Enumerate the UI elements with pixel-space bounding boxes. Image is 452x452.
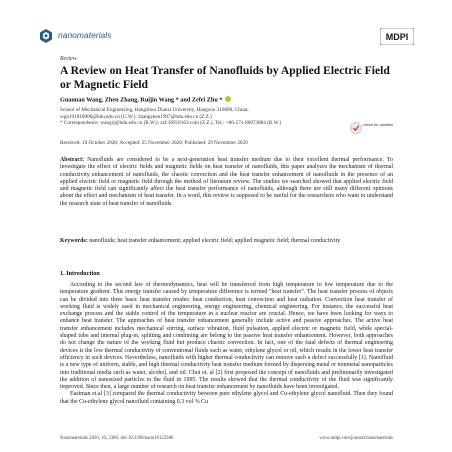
author-list [60, 96, 232, 104]
affiliation-block [60, 107, 360, 127]
keywords-text: nanofluids; heat transfer enhancement; applied electric field; applied magnetic field; thermal conductivity [89, 238, 341, 244]
article-title: A Review on Heat Transfer of Nanofluids by Applied Electric Field or Magnetic Field [60, 64, 390, 91]
journal-name: nanomaterials [58, 30, 112, 40]
abstract [60, 157, 393, 208]
publication-dates: Received: 19 October 2020; Accepted: 25 November 2020; Published: 29 November 2020 [60, 140, 248, 146]
mdpi-logo-icon [380, 28, 414, 45]
authors-text: Guannan Wang, Zhen Zhang, Ruijin Wang * and Zefei Zhu * [60, 96, 223, 104]
page-footer [60, 436, 393, 444]
updates-label[interactable]: check for updates [363, 123, 393, 127]
introduction-body [60, 282, 393, 406]
paragraph: Eastman et.al [3] compared the thermal conductivity between pure ethylene glycol and Cu-ethylene glycol nanofluid. Then they found that the Cu-ethylene glycol nanofluid containing 0.3 vol % Cu [60, 391, 393, 405]
footer-website-link[interactable]: www.mdpi.com/journal/nanomaterials [319, 436, 393, 441]
paragraph: According to the second law of thermodynamics, heat will be transferred from high temperature to low temperature due to the temperature gradient. This energy transfer caused by temperature difference is termed "heat transfer". The heat transfer process of objects can be divided into three basic heat transfer modes: heat conduction, heat convection and heat radiation. Convection heat transfer of working fluid is widely used in mechanical engineering, energy engineering, chemical engineering. For instance, the successful heat exchange process and the stable control of the temperature in a nuclear reactor are crucial. Hence, we have been looking for ways to enhance heat transfer. The approaches of heat transfer enhancement generally include active and passive approaches. The active heat transfer enhancement includes mechanical stirring, surface vibration, fluid pulsation, applied electric or magnetic field, while special-shaped tube and internal plug-in, splitting and combining are belong to the passive heat transfer enhancement. However, both approaches do not change the nature of the working fluid but produce chaotic convection. In fact, one of the fatal defects of thermal engineering devices is the low thermal conductivity of conventional fluids such as water, ethylene glycol or oil, which results in the lower heat transfer efficiency in such devices. Nevertheless, nanofluids with higher thermal conductivity can remove such a defect successfully [1]. Nanofluid is a new type of uniform, stable, and high thermal conductivity heat transfer medium formed by dispersing metal or nonmetal nanoparticles into traditional media such as water, alcohol, and oil. Choi et. al [2] first proposed the concept of nanofluids and preliminarily investigated the addition of nanosized particles to the fluid in 1995. The results showed that the thermal conductivity of the fluid was significantly improved. Since then, a large number of research on heat transfer enhancement by nanofluids have been investigated. [60, 282, 393, 391]
orcid-icon[interactable] [225, 96, 231, 102]
footer-citation: Nanomaterials 2020, 10, 2386; doi:10.3390/nano10122386 [60, 436, 174, 441]
keywords-label: Keywords: [60, 238, 88, 244]
affiliation-line: wgn191010006@hdu.edu.cn (G.W.); zhangzhen1997@hdu.edu.cn (Z.Z.) [60, 113, 212, 120]
mdpi-logo-text: MDPI [385, 32, 409, 42]
correspondence-line: * Correspondence: wangrj@hdu.edu.cn (R.W.); zzf.36918163.com (Z.Z.); Tel.: +86-571-86873884 (R.W.) [60, 120, 282, 127]
abstract-text: Nanofluids are considered to be a next-generation heat transfer medium due to their excellent thermal performance. To investigate the effect of electric fields and magnetic fields on heat transfer of nanofluids, this paper analyzes the mechanism of thermal conductivity enhancement of nanofluids, the chaotic convection and the heat transfer enhancement of nanofluids in the presence of an applied electric field or magnetic field through the method of literature review. The studies we searched showed that applied electric field and magnetic field can significantly affect the heat transfer performance of nanofluids, although there are still many different opinions about the effect and mechanism of heat transfer. In a word, this review is supposed to be useful for the researchers who want to understand the research state of heat transfer of nanofluids. [60, 157, 394, 207]
keywords [60, 238, 393, 245]
abstract-label: Abstract: [60, 157, 85, 163]
article-type: Review [60, 56, 77, 62]
affiliation-line: School of Mechanical Engineering, Hangzhou Dianzi University, Hangzou 310000, China; [60, 107, 249, 113]
journal-logo-icon [38, 28, 54, 44]
section-heading: 1. Introduction [60, 270, 100, 277]
journal-header [38, 24, 414, 50]
